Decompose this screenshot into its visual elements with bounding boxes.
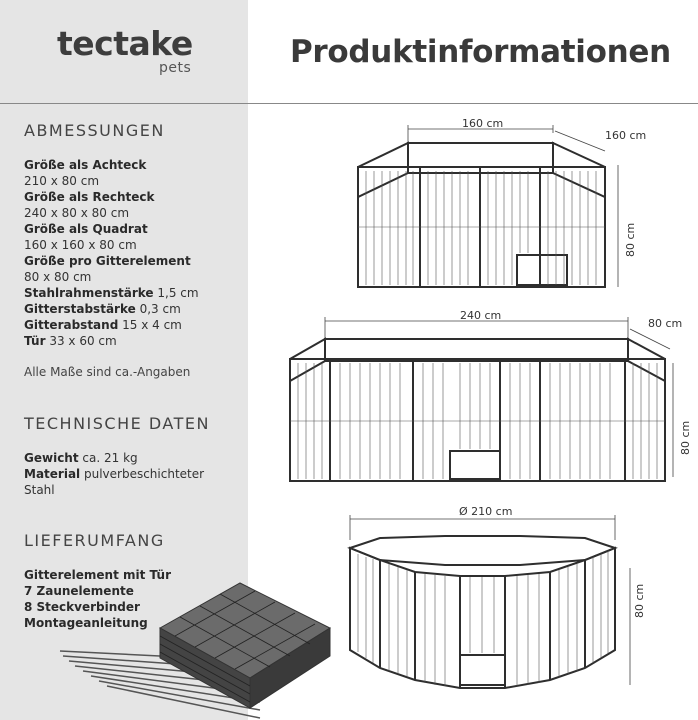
spec-value: 210 x 80 cm xyxy=(24,174,100,188)
spec-value: ca. 21 kg xyxy=(82,451,138,465)
spec-size-element xyxy=(24,253,239,285)
brand-name: tectake xyxy=(57,24,193,63)
spec-bar-spacing xyxy=(24,317,239,333)
spec-value: 240 x 80 x 80 cm xyxy=(24,206,130,220)
panel-stack xyxy=(160,583,330,708)
spec-value: 15 x 4 cm xyxy=(122,318,182,332)
rectangle-enclosure-figure xyxy=(285,305,698,490)
square-fence xyxy=(358,143,605,287)
delivery-item: 8 Steckverbinder xyxy=(24,600,140,614)
spec-label: Größe als Quadrat xyxy=(24,222,148,236)
page-title: Produktinformationen xyxy=(290,34,671,70)
delivery-item: 7 Zaunelemente xyxy=(24,584,134,598)
spec-door xyxy=(24,333,239,349)
spec-value: 33 x 60 cm xyxy=(49,334,117,348)
square-enclosure-figure xyxy=(350,115,698,300)
octagon-diameter-label: Ø 210 cm xyxy=(459,505,513,518)
rect-fence xyxy=(290,339,665,481)
rect-width-label: 240 cm xyxy=(460,309,502,322)
dimensions-heading: ABMESSUNGEN xyxy=(24,121,165,140)
title-divider xyxy=(0,103,698,104)
spec-label: Tür xyxy=(24,334,46,348)
delivery-item: Montageanleitung xyxy=(24,616,148,630)
spec-value-cont: Stahl xyxy=(24,483,55,497)
delivery-item: Gitterelement mit Tür xyxy=(24,568,172,582)
spec-value: pulverbeschichteter xyxy=(83,467,205,481)
square-depth-label: 160 cm xyxy=(605,129,647,142)
brand-sub: pets xyxy=(159,60,192,76)
octagon-height-label: 80 cm xyxy=(633,583,646,618)
spec-value: 160 x 160 x 80 cm xyxy=(24,238,137,252)
dimensions-note: Alle Maße sind ca.-Angaben xyxy=(24,365,191,379)
square-height-label: 80 cm xyxy=(624,222,637,257)
spec-label: Größe als Rechteck xyxy=(24,190,155,204)
technical-heading: TECHNISCHE DATEN xyxy=(24,414,210,433)
spec-material xyxy=(24,466,239,498)
spec-bar-thickness xyxy=(24,301,239,317)
spec-frame-thickness xyxy=(24,285,239,301)
rect-bars xyxy=(290,363,665,479)
brand-logo xyxy=(57,24,207,76)
spec-label: Material xyxy=(24,467,81,481)
spec-label: Stahlrahmenstärke xyxy=(24,286,154,300)
spec-label: Gitterstabstärke xyxy=(24,302,136,316)
rect-height-label: 80 cm xyxy=(679,420,692,455)
spec-value: 80 x 80 cm xyxy=(24,270,92,284)
spec-label: Gewicht xyxy=(24,451,79,465)
spec-value: 0,3 cm xyxy=(139,302,181,316)
spec-label: Gitterabstand xyxy=(24,318,119,332)
spec-size-square xyxy=(24,221,239,253)
octagon-enclosure-figure xyxy=(345,500,698,695)
spec-weight xyxy=(24,450,239,466)
spec-label: Größe pro Gitterelement xyxy=(24,254,191,268)
octagon-fence xyxy=(350,536,615,688)
spec-value: 1,5 cm xyxy=(157,286,199,300)
spec-size-rectangle xyxy=(24,189,239,221)
rect-depth-label: 80 cm xyxy=(648,317,683,330)
packed-panels-illustration xyxy=(55,578,335,720)
octagon-bars xyxy=(358,551,608,686)
spec-size-octagon xyxy=(24,157,239,189)
spec-label: Größe als Achteck xyxy=(24,158,147,172)
delivery-heading: LIEFERUMFANG xyxy=(24,531,165,550)
square-width-label: 160 cm xyxy=(462,117,504,130)
